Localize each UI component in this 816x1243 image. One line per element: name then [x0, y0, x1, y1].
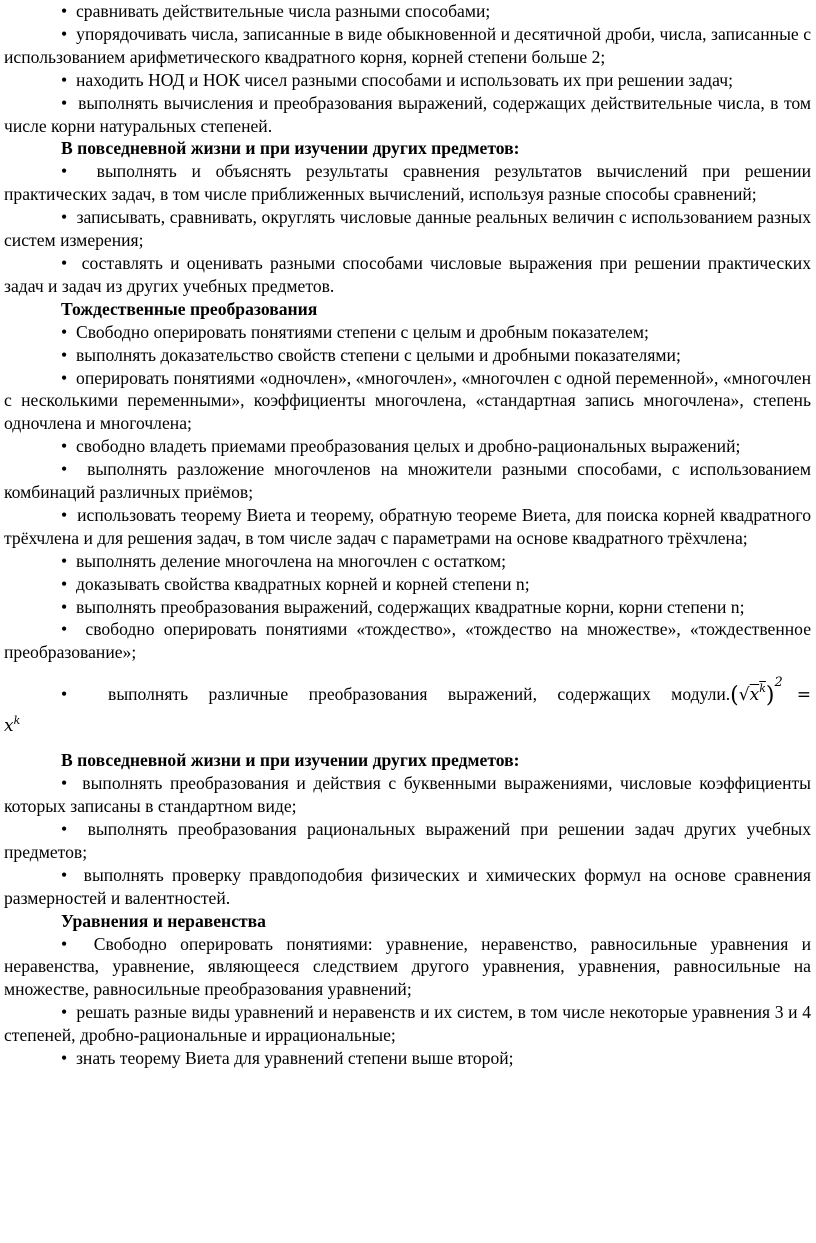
item-text: находить НОД и НОК чисел разными способами и использовать их при решении задач;: [75, 69, 733, 90]
item-text: записывать, сравнивать, округлять числовые данные реальных величин с использованием разных систем измерения;: [4, 207, 812, 251]
bullet: •: [61, 23, 68, 44]
bullet: •: [61, 819, 68, 839]
section-heading: В повседневной жизни и при изучении других предметов:: [61, 750, 520, 771]
item-text: свободно владеть приемами преобразования целых и дробно-рациональных выражений;: [75, 436, 741, 457]
equals-sign: =: [796, 685, 811, 706]
list-item: [4, 23, 811, 69]
bullet: •: [61, 436, 68, 457]
item-text: Свободно оперировать понятиями степени с целым и дробным показателем;: [75, 321, 649, 342]
bullet: •: [61, 161, 68, 182]
bullet: •: [61, 550, 68, 571]
item-text: выполнять преобразования выражений, содержащих квадратные корни, корни степени n;: [75, 596, 745, 617]
item-text: оперировать понятиями «одночлен», «многочлен», «многочлен с одной переменной», «многочлен с несколькими переменными», коэффициенты многочлена, «стандартная запись многочлена», степень одночлена и многочлена;: [4, 367, 812, 434]
list-item: [4, 772, 811, 818]
bullet: •: [61, 619, 68, 640]
item-text: выполнять разложение многочленов на множители разными способами, с использованием комбинаций различных приёмов;: [4, 459, 811, 503]
bullet: •: [61, 207, 68, 228]
item-text: доказывать свойства квадратных корней и корней степени n;: [75, 573, 530, 594]
bullet: •: [61, 1, 68, 21]
list-item: [4, 573, 811, 596]
list-item: [4, 504, 811, 550]
formula-k: k: [759, 682, 766, 696]
item-text: составлять и оценивать разными способами числовые выражения при решении практических задач и задач из других учебных предметов.: [4, 252, 811, 296]
bullet: •: [61, 321, 68, 342]
item-text: использовать теорему Виета и теорему, обратную теореме Виета, для поиска корней квадратного трёхчлена и для решения задач, в том числе задач с параметрами на основе квадратного трёхчлена;: [4, 504, 812, 548]
item-text: выполнять преобразования рациональных выражений при решении задач других учебных предметов;: [4, 819, 812, 862]
bullet: •: [61, 773, 68, 794]
bullet: •: [61, 252, 68, 273]
bullet: •: [61, 504, 68, 525]
item-text: выполнять деление многочлена на многочлен с остатком;: [75, 550, 507, 571]
list-item: [4, 458, 811, 504]
item-text: выполнять проверку правдоподобия физических и химических формул на основе сравнения размерностей и валентностей.: [4, 864, 812, 908]
item-text: упорядочивать числа, записанные в виде обыкновенной и десятичной дроби, числа, записанные с использованием арифметического квадратного корня, корней степени больше 2;: [4, 23, 812, 67]
list-item: [4, 0, 811, 23]
list-item: [4, 252, 811, 298]
list-item: [4, 933, 811, 1002]
section-heading: Уравнения и неравенства: [61, 910, 266, 931]
formula-x: x: [749, 685, 760, 706]
list-item: [4, 206, 811, 252]
modulus-formula: [730, 675, 811, 709]
formula-power: 2: [774, 675, 783, 691]
list-item: [4, 160, 811, 206]
bullet: •: [61, 1048, 68, 1069]
document-content: [4, 0, 811, 1070]
list-item: [4, 864, 811, 910]
open-paren: (: [730, 683, 739, 709]
list-item: [4, 1047, 811, 1070]
list-item: [4, 1001, 811, 1047]
list-item: [4, 92, 811, 138]
bullet: •: [61, 92, 68, 113]
bullet: •: [61, 596, 68, 617]
bullet: •: [61, 69, 68, 90]
list-item: [4, 367, 811, 436]
formula-rhs-k: k: [13, 714, 21, 728]
item-text: выполнять вычисления и преобразования выражений, содержащих действительные числа, в том числе корни натуральных степеней.: [4, 92, 811, 136]
section-heading: Тождественные преобразования: [61, 298, 318, 319]
item-text: сравнивать действительные числа разными способами;: [75, 1, 491, 21]
bullet: •: [61, 1002, 68, 1023]
list-item: [4, 550, 811, 573]
item-text: знать теорему Виета для уравнений степени выше второй;: [75, 1048, 514, 1069]
list-item: [4, 344, 811, 367]
bullet: •: [61, 459, 68, 480]
list-item: [4, 69, 811, 92]
bullet: •: [61, 933, 68, 954]
item-text: Свободно оперировать понятиями: уравнение, неравенство, равносильные уравнения и неравенства, уравнение, являющееся следствием другого уравнения, уравнения, равносильные на множестве, равносильные преобразования уравнений;: [4, 933, 811, 1000]
close-paren: ): [765, 683, 775, 709]
item-text: решать разные виды уравнений и неравенств и их систем, в том числе некоторые уравнения 3 и 4 степеней, дробно-рациональные и иррациональные;: [4, 1002, 812, 1046]
section-heading: В повседневной жизни и при изучении других предметов:: [61, 138, 520, 159]
item-text: свободно оперировать понятиями «тождество», «тождество на множестве», «тождественное преобразование»;: [4, 619, 811, 663]
list-item: [4, 818, 811, 864]
item-text: выполнять различные преобразования выражений, содержащих модули.: [108, 684, 731, 705]
bullet: •: [61, 573, 68, 594]
radical-sign: √: [738, 685, 750, 706]
item-text: выполнять доказательство свойств степени с целыми и дробными показателями;: [75, 344, 681, 365]
item-text: выполнять и объяснять результаты сравнения результатов вычислений при решении практических задач, в том числе приближенных вычислений, используя разные способы сравнений;: [4, 161, 811, 205]
bullet: •: [61, 864, 68, 885]
list-item: [4, 596, 811, 619]
formula-rhs-x: x: [4, 716, 14, 737]
formula-rhs: [4, 709, 811, 738]
list-item: [4, 321, 811, 344]
bullet: •: [61, 367, 68, 388]
bullet: •: [61, 684, 68, 705]
list-item: [4, 435, 811, 458]
bullet: •: [61, 344, 68, 365]
item-text: выполнять преобразования и действия с буквенными выражениями, числовые коэффициенты которых записаны в стандартном виде;: [4, 773, 811, 817]
list-item-with-formula: [4, 666, 811, 713]
list-item: [4, 618, 811, 664]
